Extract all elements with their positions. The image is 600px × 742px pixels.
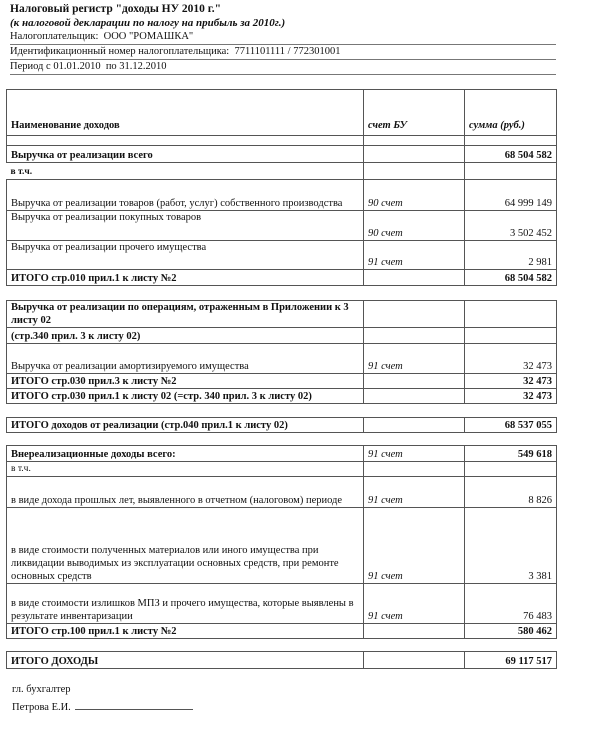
row-amount: 76 483 <box>465 584 557 624</box>
column-header-account: счет БУ <box>364 90 465 136</box>
row-account: 91 счет <box>364 344 465 374</box>
row-account: 90 счет <box>364 211 465 241</box>
row-amount: 32 473 <box>465 374 557 389</box>
table-row <box>7 211 557 241</box>
inn-label: Идентификационный номер налогоплательщика: <box>10 46 230 57</box>
row-amount: 8 826 <box>465 477 557 508</box>
taxpayer-value: ООО "РОМАШКА" <box>103 31 194 42</box>
total-row <box>7 374 557 389</box>
row-name: Выручка от реализации товаров (работ, услуг) собственного производства <box>7 180 364 211</box>
section-title-row <box>7 301 557 328</box>
row-name-rest: доходов от реализации (стр.040 прил.1 к листу 02) <box>48 420 288 431</box>
total-row <box>7 270 557 286</box>
divider <box>10 74 556 75</box>
table-row <box>7 446 557 462</box>
appendix3-table <box>6 300 557 404</box>
inn-value: 7711101111 / 772301001 <box>234 46 341 57</box>
column-header-name: Наименование доходов <box>7 90 364 136</box>
column-header-amount: сумма (руб.) <box>465 90 557 136</box>
table-row <box>7 180 557 211</box>
row-amount: 64 999 149 <box>465 180 557 211</box>
period-to: по 31.12.2010 <box>105 61 167 72</box>
row-name: Внереализационные доходы всего: <box>7 446 364 462</box>
row-amount: 68 504 582 <box>465 270 557 286</box>
divider <box>10 59 556 60</box>
row-account: 91 счет <box>364 241 465 270</box>
row-name: Выручка от реализации амортизируемого имущества <box>7 344 364 374</box>
section-subtitle-row <box>7 328 557 344</box>
row-name: ИТОГО стр.030 прил.3 к листу №2 <box>7 374 364 389</box>
nonoperating-table <box>6 445 557 639</box>
taxpayer-line <box>10 31 556 42</box>
section-title: Выручка от реализации по операциям, отраженным в Приложении к 3 листу 02 <box>7 301 364 328</box>
row-name: в виде дохода прошлых лет, выявленного в отчетном (налоговом) периоде <box>7 477 364 508</box>
row-amount: 3 502 452 <box>465 211 557 241</box>
row-account: 91 счет <box>364 584 465 624</box>
row-amount: 68 537 055 <box>465 418 557 433</box>
row-name: Выручка от реализации прочего имущества <box>7 241 364 270</box>
table-row <box>7 344 557 374</box>
register-title: Налоговый регистр "доходы НУ 2010 г." <box>10 3 221 15</box>
grand-total-row <box>7 652 557 669</box>
table-row <box>7 241 557 270</box>
period-from: Период с 01.01.2010 <box>10 61 101 72</box>
row-name-bold: ИТОГО <box>11 420 49 431</box>
row-amount: 69 117 517 <box>465 652 557 669</box>
total-row <box>7 389 557 404</box>
row-name: Выручка от реализации всего <box>7 146 364 163</box>
inn-line <box>10 46 556 57</box>
table-row <box>7 146 557 163</box>
row-name: в виде стоимости излишков МПЗ и прочего имущества, которые выявлены в результате инвентаризации <box>7 584 364 624</box>
row-amount: 3 381 <box>465 508 557 584</box>
table-row <box>7 477 557 508</box>
row-name: в виде стоимости полученных материалов или иного имущества при ликвидации выводимых из эксплуатации основных средств, при ремонте основных средств <box>7 508 364 584</box>
row-amount: 32 473 <box>465 389 557 404</box>
row-name: ИТОГО стр.030 прил.1 к листу 02 (=стр. 340 прил. 3 к листу 02) <box>7 389 364 404</box>
row-name: ИТОГО стр.100 прил.1 к листу №2 <box>7 624 364 639</box>
row-amount: 32 473 <box>465 344 557 374</box>
signature-role: гл. бухгалтер <box>12 684 71 695</box>
divider <box>10 44 556 45</box>
row-name: ИТОГО ДОХОДЫ <box>7 652 364 669</box>
incl-row <box>7 163 557 180</box>
sales-table <box>6 89 557 286</box>
row-name <box>7 418 364 433</box>
total-row <box>7 418 557 433</box>
table-header-row <box>7 90 557 136</box>
signature-field[interactable] <box>75 699 193 710</box>
row-account: 91 счет <box>364 446 465 462</box>
row-name: ИТОГО стр.010 прил.1 к листу №2 <box>7 270 364 286</box>
row-account: 91 счет <box>364 508 465 584</box>
row-account: 90 счет <box>364 180 465 211</box>
sales-total-table <box>6 417 557 433</box>
row-amount: 68 504 582 <box>465 146 557 163</box>
taxpayer-label: Налогоплательщик: <box>10 31 99 42</box>
incl-label: в т.ч. <box>7 462 364 477</box>
row-amount: 2 981 <box>465 241 557 270</box>
incl-row <box>7 462 557 477</box>
section-subtitle: (стр.340 прил. 3 к листу 02) <box>7 328 364 344</box>
grand-total-table <box>6 651 557 669</box>
period-line <box>10 61 556 72</box>
empty-row <box>7 136 557 146</box>
signature-name: Петрова Е.И. <box>12 702 71 713</box>
row-name: Выручка от реализации покупных товаров <box>7 211 364 241</box>
row-amount: 549 618 <box>465 446 557 462</box>
row-account <box>364 146 465 163</box>
row-account: 91 счет <box>364 477 465 508</box>
register-subtitle: (к налоговой декларации по налогу на прибыль за 2010г.) <box>10 17 286 29</box>
table-row <box>7 584 557 624</box>
signature-line <box>12 699 193 713</box>
incl-label: в т.ч. <box>7 163 364 180</box>
total-row <box>7 624 557 639</box>
table-row <box>7 508 557 584</box>
row-amount: 580 462 <box>465 624 557 639</box>
